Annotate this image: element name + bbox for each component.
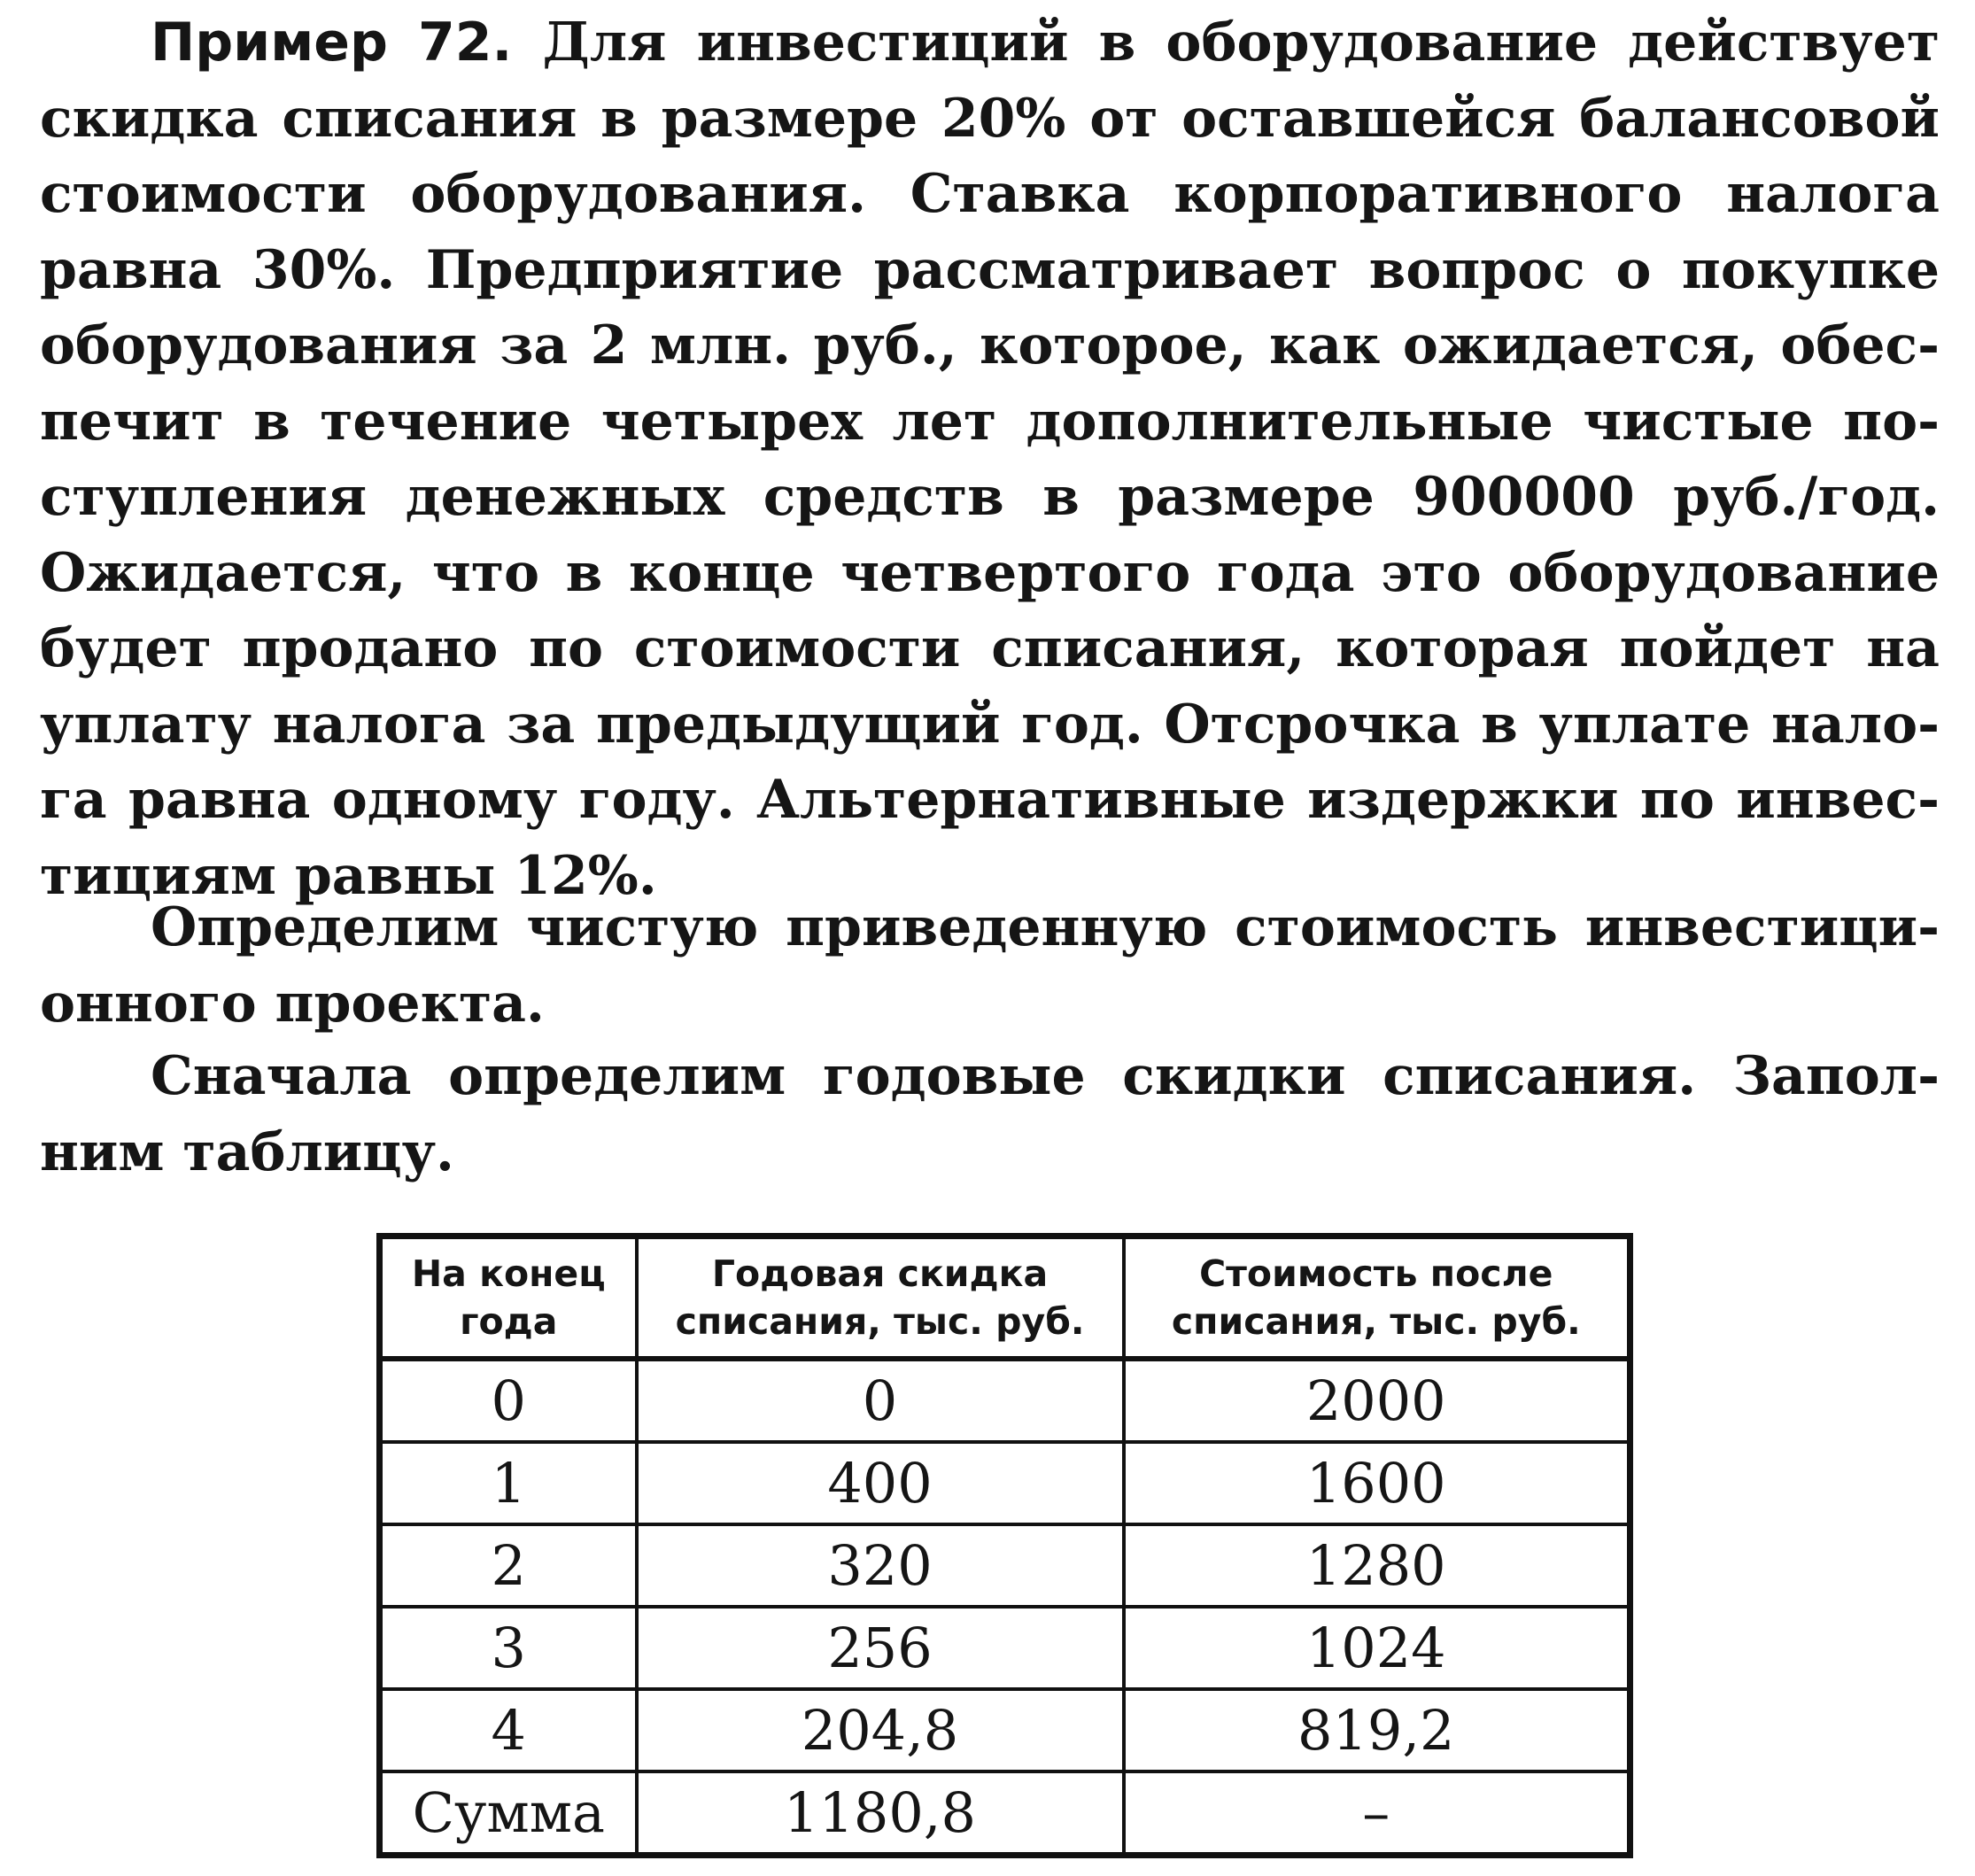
- table-row: [380, 1359, 1630, 1442]
- header-year-end: На конец года: [380, 1236, 637, 1360]
- cell-total-value: –: [1124, 1771, 1630, 1856]
- cell-value: 2000: [1124, 1359, 1630, 1442]
- cell-year: 1: [380, 1442, 637, 1524]
- table-header-row: [380, 1236, 1630, 1360]
- cell-value: 1280: [1124, 1524, 1630, 1607]
- table-row: [380, 1689, 1630, 1771]
- cell-writedown: 0: [637, 1359, 1124, 1442]
- cell-year: 3: [380, 1607, 637, 1689]
- problem-statement: [40, 5, 1940, 914]
- cell-writedown: 320: [637, 1524, 1124, 1607]
- cell-writedown: 256: [637, 1607, 1124, 1689]
- header-annual-writedown: Годовая скидка списания, тыс. руб.: [637, 1236, 1124, 1360]
- cell-total-label: Сумма: [380, 1771, 637, 1856]
- cell-year: 0: [380, 1359, 637, 1442]
- example-label: Пример 72.: [151, 12, 513, 74]
- cell-value: 819,2: [1124, 1689, 1630, 1771]
- cell-value: 1024: [1124, 1607, 1630, 1689]
- depreciation-table: [376, 1233, 1633, 1858]
- table-row: [380, 1607, 1630, 1689]
- header-value-after-writedown: Стоимость после списания, тыс. руб.: [1124, 1236, 1630, 1360]
- table-row: [380, 1524, 1630, 1607]
- problem-paragraph: [40, 5, 1940, 914]
- cell-writedown: 400: [637, 1442, 1124, 1524]
- cell-year: 2: [380, 1524, 637, 1607]
- depreciation-table-container: [376, 1233, 1627, 1845]
- cell-value: 1600: [1124, 1442, 1630, 1524]
- table-row: [380, 1442, 1630, 1524]
- goal-paragraph: Определим чистую приведенную стоимость инвестиционного проекта.: [40, 896, 1940, 1035]
- goal-statement: [40, 890, 1940, 1042]
- table-total-row: [380, 1771, 1630, 1856]
- problem-text: Для инвестиций в оборудование действует скидка списания в размере 20% от оставшейся балансовой стоимости оборудования. Ставка корпоративного налога равна 30%. Предприятие рассматривает вопрос о покупке оборудования за 2 млн. руб., которое, как ожидается, обеспечит в течение четырех лет дополнительные чистые поступления денежных средств в размере 900000 руб./год. Ожидается, что в конце четвертого года это оборудование будет продано по стоимости списания, которая пойдет на уплату налога за предыдущий год. Отсрочка в уплате налога равна одному году. Альтернативные издержки по инвестициям равны 12%.: [40, 12, 1940, 907]
- cell-total-writedown: 1180,8: [637, 1771, 1124, 1856]
- first-step-paragraph: Сначала определим годовые скидки списания. Заполним таблицу.: [40, 1045, 1940, 1183]
- cell-writedown: 204,8: [637, 1689, 1124, 1771]
- first-step-statement: [40, 1039, 1940, 1190]
- cell-year: 4: [380, 1689, 637, 1771]
